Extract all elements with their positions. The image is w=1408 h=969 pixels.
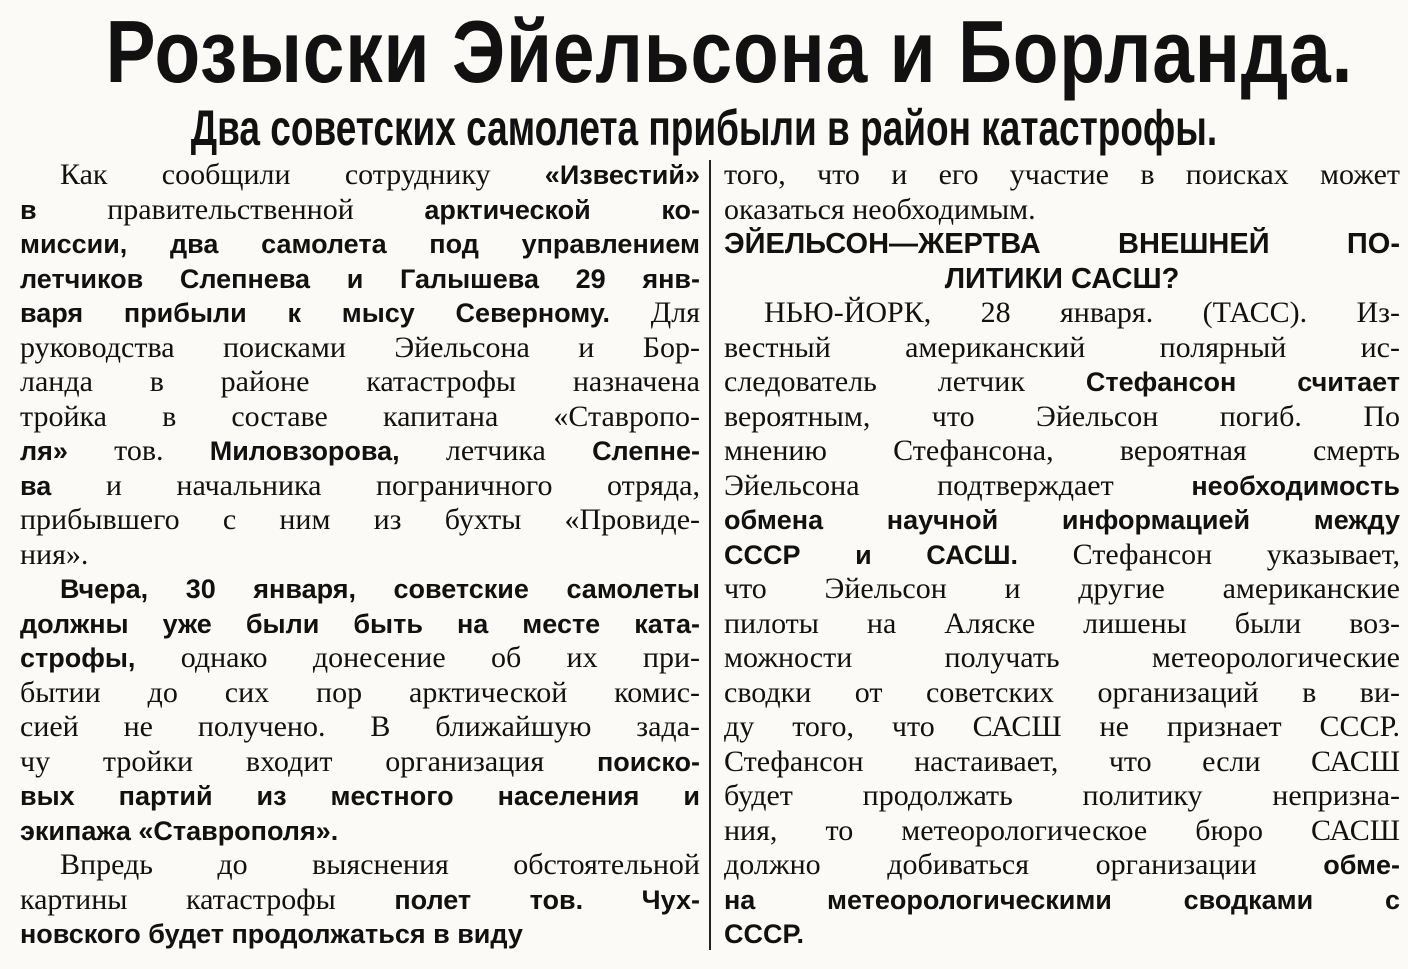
left-column-text-line (20, 262, 700, 297)
body-text: того, что и его участие в поисках может (724, 158, 1400, 191)
right-column-text-line (724, 745, 1400, 780)
bold-text: «Известий» (544, 160, 700, 190)
bold-text: варя прибыли к мысу Северному. (20, 298, 611, 328)
left-column-text-line (20, 710, 700, 745)
bold-text: необходимость (1191, 470, 1400, 501)
body-text: пилоты на Аляске лишены были воз- (724, 606, 1400, 640)
body-text: оказаться необходимым. (724, 192, 1036, 226)
right-column-text-line (724, 227, 1400, 262)
body-text: следователь летчик (724, 365, 1086, 398)
article-column-left (20, 158, 700, 952)
article-column-right (724, 158, 1400, 952)
left-column-text-line (20, 607, 700, 642)
bold-text: миссии, два самолета под управлением (20, 229, 700, 259)
body-text: Как сообщили сотруднику (60, 158, 545, 191)
bold-text: новского будет продолжаться в виду (20, 919, 523, 949)
body-text: правительственной (36, 192, 425, 226)
bold-text: Слепне- (592, 436, 700, 466)
right-column-text-line (724, 503, 1400, 538)
right-column-text-line (724, 262, 1400, 297)
left-column-text-line (20, 883, 700, 918)
body-text: картины катастрофы (20, 882, 395, 916)
body-text: руководства поисками Эйельсона и Бор- (20, 330, 700, 364)
body-text: Стефансон настаивает, что если САСШ (724, 744, 1400, 778)
bold-text: в (20, 194, 37, 225)
left-column-text-line (20, 434, 700, 469)
left-column-text-line (20, 331, 700, 366)
bold-text: арктической ко- (424, 194, 700, 225)
bold-text: СССР и САСШ. (724, 539, 1019, 570)
left-column-text-line (20, 538, 700, 573)
bold-text: должны уже были быть на месте ката- (20, 608, 700, 639)
body-text: Впредь до выяснения обстоятельной (60, 848, 700, 881)
bold-text: обме- (1323, 850, 1400, 880)
body-text: ду того, что САСШ не признает СССР. (724, 710, 1400, 743)
body-text: Стефансон указывает, (1018, 537, 1400, 571)
right-column-text-line (724, 296, 1400, 331)
body-text: будет продолжать политику непризна- (724, 779, 1400, 812)
body-text: и начальника пограничного отряда, (51, 468, 700, 502)
right-column-text-line (724, 469, 1400, 504)
body-text: мнению Стефансона, вероятная смерть (724, 434, 1400, 467)
left-column-text-line (20, 745, 700, 780)
right-column-text-line (724, 158, 1400, 193)
right-column-text-line (724, 848, 1400, 883)
body-text: бытии до сих пор арктической комис- (20, 675, 700, 709)
body-text: что Эйельсон и другие американские (724, 572, 1400, 605)
bold-text: поиско- (596, 746, 700, 777)
right-column-text-line (724, 572, 1400, 607)
body-text: можности получать метеорологические (724, 641, 1400, 674)
right-column-text-line (724, 917, 1400, 952)
left-column-text-line (20, 676, 700, 711)
section-heading: ЭЙЕЛЬСОН—ЖЕРТВА ВНЕШНЕЙ ПО- (724, 228, 1400, 260)
right-column-text-line (724, 193, 1400, 228)
headline: Розыски Эйельсона и Борланда. (105, 2, 1354, 101)
bold-text: Миловзорова, (209, 436, 400, 466)
left-column-text-line (20, 193, 700, 228)
right-column-text-line (724, 676, 1400, 711)
subheadline: Два советских самолета прибыли в район катастрофы. (190, 100, 1218, 156)
body-text: тов. (67, 434, 210, 467)
left-column-text-line (20, 400, 700, 435)
body-text: НЬЮ-ЙОРК, 28 января. (ТАСС). Из- (764, 296, 1400, 329)
left-column-text-line (20, 917, 700, 952)
body-text: ния». (20, 537, 89, 571)
body-text: вестный американский полярный ис- (724, 330, 1400, 364)
body-text: ния, то метеорологическое бюро САСШ (724, 813, 1400, 847)
right-column-text-line (724, 883, 1400, 918)
right-column-text-line (724, 814, 1400, 849)
left-column-text-line (20, 814, 700, 849)
left-column-text-line (20, 572, 700, 607)
body-text: летчика (399, 434, 593, 467)
right-column-text-line (724, 331, 1400, 366)
bold-text: Стефансон считает (1085, 367, 1400, 397)
bold-text: вых партий из местного населения и (20, 781, 700, 811)
body-text: сводки от советских организаций в ви- (724, 675, 1400, 709)
body-text: прибывшего с ним из бухты «Провиде- (20, 503, 700, 536)
left-column-text-line (20, 365, 700, 400)
bold-text: Вчера, 30 января, советские самолеты (60, 574, 700, 604)
bold-text: ля» (20, 436, 68, 466)
right-column-text-line (724, 434, 1400, 469)
body-text: должно добиваться организации (724, 848, 1324, 881)
body-text: чу тройки входит организация (20, 744, 597, 778)
left-column-text-line (20, 296, 700, 331)
body-text: тройка в составе капитана «Ставропо- (20, 399, 700, 433)
bold-text: экипажа «Ставрополя». (20, 815, 339, 846)
bold-text: ва (20, 470, 52, 501)
bold-text: СССР. (724, 919, 804, 949)
left-column-text-line (20, 779, 700, 814)
left-column-text-line (20, 641, 700, 676)
body-text: Эйельсона подтверждает (724, 468, 1192, 502)
column-divider (709, 160, 711, 950)
body-text: Для (610, 296, 700, 329)
body-text: ланда в районе катастрофы назначена (20, 365, 700, 398)
right-column-text-line (724, 607, 1400, 642)
left-column-text-line (20, 158, 700, 193)
right-column-text-line (724, 641, 1400, 676)
right-column-text-line (724, 538, 1400, 573)
bold-text: на метеорологическими сводками с (724, 884, 1400, 915)
left-column-text-line (20, 848, 700, 883)
left-column-text-line (20, 503, 700, 538)
right-column-text-line (724, 400, 1400, 435)
bold-text: строфы, (20, 643, 136, 673)
body-text: однако донесение об их при- (135, 641, 700, 674)
right-column-text-line (724, 365, 1400, 400)
body-text: вероятным, что Эйельсон погиб. По (724, 399, 1400, 433)
bold-text: летчиков Слепнева и Галышева 29 янв- (20, 263, 700, 294)
right-column-text-line (724, 710, 1400, 745)
bold-text: обмена научной информацией между (724, 505, 1400, 535)
section-heading: ЛИТИКИ САСШ? (944, 262, 1180, 295)
bold-text: полет тов. Чух- (394, 884, 700, 915)
left-column-text-line (20, 469, 700, 504)
right-column-text-line (724, 779, 1400, 814)
body-text: сией не получено. В ближайшую зада- (20, 710, 700, 743)
left-column-text-line (20, 227, 700, 262)
